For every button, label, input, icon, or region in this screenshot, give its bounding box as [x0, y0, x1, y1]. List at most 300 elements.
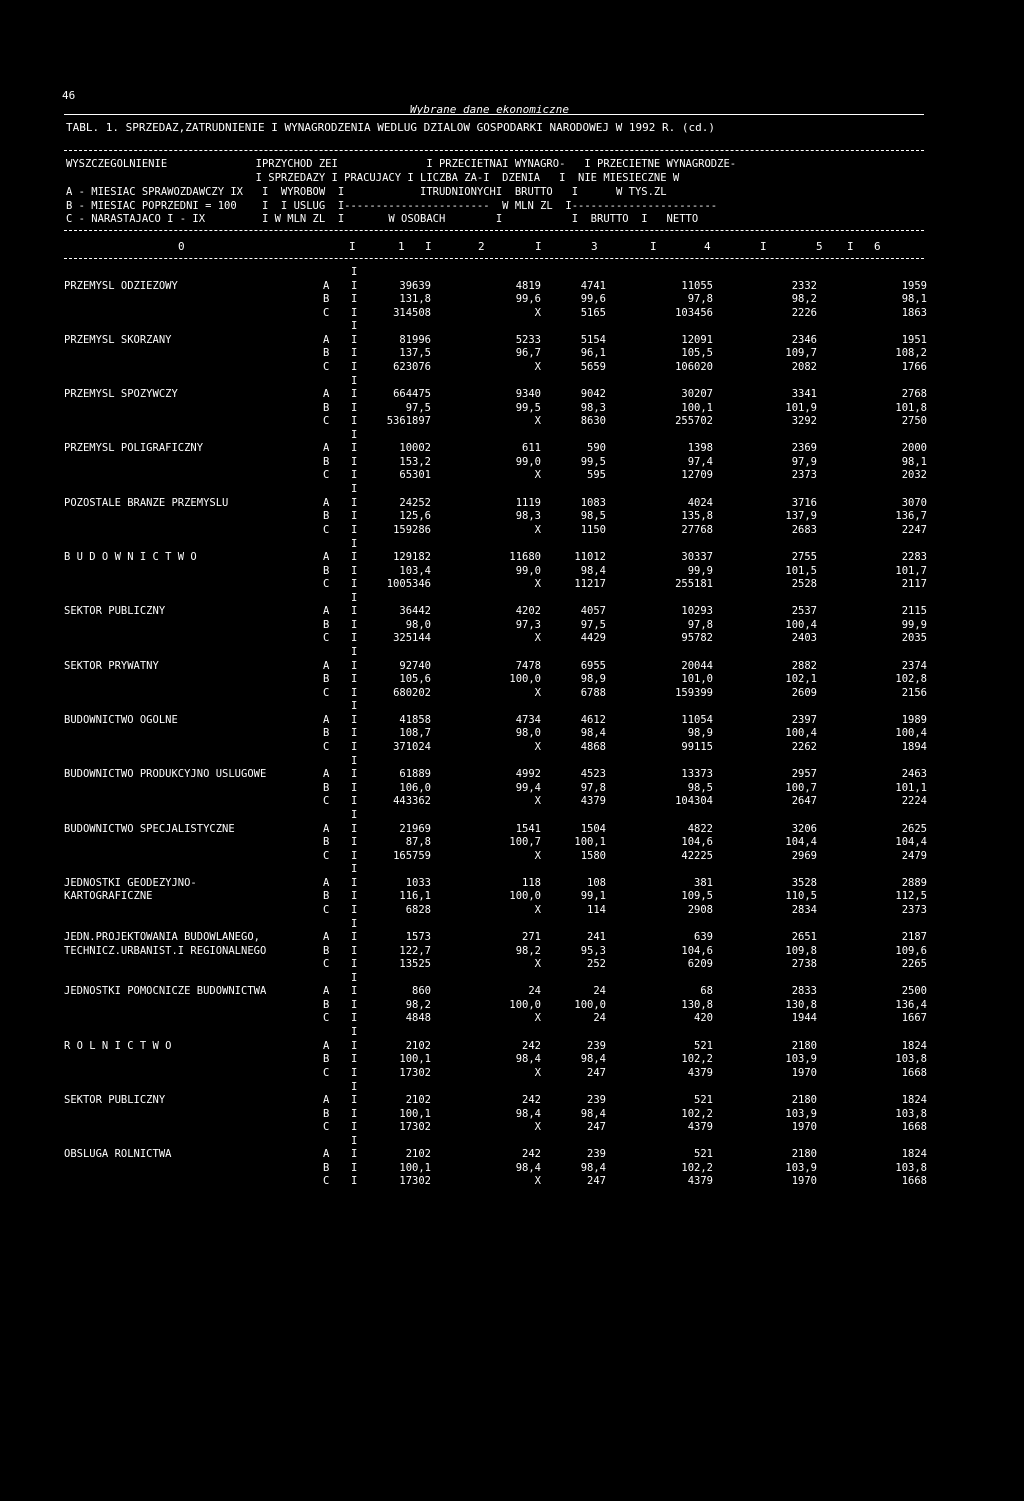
table-cell: 36442 [399, 605, 431, 618]
table-cell: 2102 [405, 1039, 431, 1052]
table-cell: 2156 [901, 686, 927, 699]
table-cell: 1824 [901, 1148, 927, 1161]
table-cell: 271 [522, 931, 541, 944]
column-number: 4 [704, 240, 711, 253]
table-cell: 247 [587, 1121, 606, 1133]
column-separator: I [351, 876, 358, 889]
table-cell: 61889 [399, 768, 431, 781]
column-separator: I [351, 510, 358, 523]
table-cell: 2000 [901, 442, 927, 455]
column-separator: I [351, 1161, 358, 1174]
table-cell: 325144 [393, 632, 431, 645]
table-cell: 100,1 [399, 1161, 431, 1174]
table-cell: 239 [587, 1148, 606, 1161]
table-cell: X [534, 578, 541, 590]
table-cell: 2224 [901, 795, 927, 808]
table-cell: 102,2 [681, 1107, 713, 1120]
table-cell: 101,0 [681, 673, 713, 686]
table-cell: 3341 [791, 388, 817, 401]
table-cell: 104,4 [785, 836, 817, 848]
table-cell: 108,7 [399, 727, 431, 740]
row-code: C [323, 578, 330, 590]
table-cell: 109,6 [895, 944, 927, 957]
section-name: B U D O W N I C T W O [64, 551, 197, 563]
column-separator: I [351, 293, 358, 305]
row-code: A [323, 388, 330, 401]
table-cell: 100,1 [574, 836, 606, 848]
table-cell: 680202 [393, 686, 431, 699]
table-cell: 8630 [580, 415, 606, 428]
table-cell: 30207 [681, 388, 713, 401]
column-separator: I [351, 958, 358, 971]
table-cell: 97,9 [791, 455, 817, 468]
table-cell: X [534, 632, 541, 645]
table-cell: 4992 [515, 768, 541, 781]
table-cell: 17302 [399, 1175, 431, 1188]
column-separator: I [351, 931, 358, 944]
table-cell: 17302 [399, 1121, 431, 1133]
table-cell: 24252 [399, 496, 431, 509]
row-code: C [323, 795, 330, 808]
table-cell: 24 [528, 985, 541, 998]
table-cell: 2373 [791, 469, 817, 482]
table-cell: 4734 [515, 713, 541, 726]
table-cell: 11680 [509, 551, 541, 563]
column-separator: I [351, 1080, 358, 1093]
table-cell: 99,4 [515, 781, 541, 794]
column-separator: I [351, 836, 358, 848]
table-cell: 109,7 [785, 347, 817, 360]
table-cell: 103,8 [895, 1053, 927, 1066]
row-code: B [323, 1053, 330, 1066]
table-cell: 97,8 [580, 781, 606, 794]
table-cell: 1970 [791, 1121, 817, 1133]
column-separator: I [351, 455, 358, 468]
table-cell: 2262 [791, 740, 817, 753]
table-cell: 4848 [405, 1012, 431, 1025]
section-name: POZOSTALE BRANZE PRZEMYSLU [64, 496, 229, 509]
table-cell: 242 [522, 1148, 541, 1161]
table-cell: 4379 [687, 1121, 713, 1133]
section-name-continued: TECHNICZ.URBANIST.I REGIONALNEGO [64, 944, 267, 957]
row-code: B [323, 455, 330, 468]
table-cell: 99,6 [580, 293, 606, 305]
column-number: 5 [816, 240, 823, 253]
row-code: A [323, 442, 330, 455]
row-code: C [323, 1012, 330, 1025]
table-cell: X [534, 686, 541, 699]
table-cell: 2373 [901, 903, 927, 916]
table-cell: 2683 [791, 523, 817, 536]
table-cell: 41858 [399, 713, 431, 726]
table-cell: X [534, 469, 541, 482]
table-cell: 104304 [675, 795, 713, 808]
table-cell: 2957 [791, 768, 817, 781]
table-cell: 96,7 [515, 347, 541, 360]
table-cell: 13373 [681, 768, 713, 781]
table-cell: 371024 [393, 740, 431, 753]
table-cell: 104,4 [895, 836, 927, 848]
table-cell: 5165 [580, 306, 606, 319]
table-cell: 101,9 [785, 401, 817, 414]
table-cell: 1989 [901, 713, 927, 726]
table-cell: 1541 [515, 822, 541, 835]
page-number: 46 [62, 89, 76, 102]
column-separator: I [351, 388, 358, 401]
row-code: B [323, 1161, 330, 1174]
table-cell: 100,0 [509, 890, 541, 903]
table-cell: 1005346 [386, 578, 431, 590]
table-cell: 2283 [901, 551, 927, 563]
table-cell: 97,4 [687, 455, 713, 468]
table-cell: 12709 [681, 469, 713, 482]
table-cell: 6209 [687, 958, 713, 971]
table-cell: 4868 [580, 740, 606, 753]
table-cell: 2346 [791, 333, 817, 346]
table-cell: 98,4 [580, 1161, 606, 1174]
table-cell: 131,8 [399, 293, 431, 305]
table-cell: 2882 [791, 659, 817, 672]
column-separator: I [351, 1107, 358, 1120]
table-cell: X [534, 958, 541, 971]
row-code: B [323, 944, 330, 957]
section-name: PRZEMYSL POLIGRAFICZNY [64, 442, 204, 455]
table-cell: 4202 [515, 605, 541, 618]
column-separator: I [351, 903, 358, 916]
table-cell: 136,4 [895, 998, 927, 1011]
table-cell: 11054 [681, 713, 713, 726]
table-cell: 1970 [791, 1175, 817, 1188]
column-separator: I [847, 240, 854, 253]
row-code: C [323, 523, 330, 536]
table-cell: 98,5 [687, 781, 713, 794]
table-cell: 242 [522, 1094, 541, 1106]
row-code: A [323, 605, 330, 618]
table-cell: 521 [694, 1039, 713, 1052]
row-code: B [323, 727, 330, 740]
column-separator: I [351, 578, 358, 590]
table-cell: 2755 [791, 551, 817, 563]
table-cell: 118 [522, 876, 541, 889]
table-cell: 860 [412, 985, 431, 998]
table-cell: 4057 [580, 605, 606, 618]
column-separator: I [351, 1039, 358, 1052]
table-cell: 2032 [901, 469, 927, 482]
section-name: BUDOWNICTWO OGOLNE [64, 713, 178, 726]
table-cell: 106020 [675, 360, 713, 373]
table-cell: 314508 [393, 306, 431, 319]
row-code: C [323, 903, 330, 916]
column-separator: I [351, 768, 358, 781]
table-cell: 2102 [405, 1148, 431, 1161]
table-cell: 420 [694, 1012, 713, 1025]
table-cell: 130,8 [785, 998, 817, 1011]
table-cell: 2889 [901, 876, 927, 889]
head-rule [64, 114, 924, 115]
header-line: WYSZCZEGOLNIENIE IPRZYCHOD ZEI I PRZECIETNAI WYNAGRO- I PRZECIETNE WYNAGRODZE- [66, 158, 737, 170]
table-cell: 2035 [901, 632, 927, 645]
column-separator: I [351, 795, 358, 808]
table-cell: X [534, 849, 541, 862]
table-cell: 99,1 [580, 890, 606, 903]
row-code: A [323, 279, 330, 292]
table-cell: 109,8 [785, 944, 817, 957]
table-cell: 24 [593, 985, 606, 998]
section-name: BUDOWNICTWO PRODUKCYJNO USLUGOWE [64, 768, 267, 781]
table-cell: 100,7 [509, 836, 541, 848]
row-code: B [323, 998, 330, 1011]
row-code: C [323, 740, 330, 753]
column-separator: I [351, 985, 358, 998]
table-cell: 98,1 [901, 455, 927, 468]
column-separator: I [351, 496, 358, 509]
table-cell: 2738 [791, 958, 817, 971]
column-separator: I [351, 673, 358, 686]
column-separator: I [351, 1066, 358, 1079]
row-code: C [323, 632, 330, 645]
table-cell: 103,9 [785, 1107, 817, 1120]
table-cell: 4379 [687, 1175, 713, 1188]
table-cell: 137,5 [399, 347, 431, 360]
column-separator: I [351, 700, 358, 713]
table-cell: 97,8 [687, 293, 713, 305]
row-code: A [323, 985, 330, 998]
table-cell: 1970 [791, 1066, 817, 1079]
header-line: B - MIESIAC POPRZEDNI = 100 I I USLUG I----------------------- W MLN ZL I----------------------- [66, 200, 718, 212]
table-cell: 2247 [901, 523, 927, 536]
row-code: B [323, 781, 330, 794]
table-cell: 9042 [580, 388, 606, 401]
table-cell: 590 [587, 442, 606, 455]
table-cell: 99,5 [515, 401, 541, 414]
column-separator: I [351, 971, 358, 984]
table-cell: 2609 [791, 686, 817, 699]
column-separator: I [351, 442, 358, 455]
table-cell: 95782 [681, 632, 713, 645]
table-cell: 521 [694, 1094, 713, 1106]
table-cell: 2226 [791, 306, 817, 319]
section-name: SEKTOR PUBLICZNY [64, 1094, 166, 1106]
row-code: C [323, 1175, 330, 1188]
table-cell: 87,8 [405, 836, 431, 848]
table-cell: 98,0 [515, 727, 541, 740]
column-separator: I [351, 740, 358, 753]
table-cell: 2750 [901, 415, 927, 428]
table-cell: 100,4 [895, 727, 927, 740]
column-separator: I [351, 1026, 358, 1039]
table-cell: 104,6 [681, 836, 713, 848]
column-number: 0 [178, 240, 185, 253]
table-cell: 105,5 [681, 347, 713, 360]
table-cell: 2833 [791, 985, 817, 998]
table-cell: 98,1 [901, 293, 927, 305]
column-number: 1 [398, 240, 405, 253]
table-cell: 241 [587, 931, 606, 944]
row-code: B [323, 618, 330, 631]
table-cell: 2102 [405, 1094, 431, 1106]
table-cell: 3206 [791, 822, 817, 835]
table-cell: 30337 [681, 551, 713, 563]
table-cell: 2187 [901, 931, 927, 944]
table-cell: 2374 [901, 659, 927, 672]
row-code: C [323, 306, 330, 319]
table-cell: X [534, 1012, 541, 1025]
table-cell: 20044 [681, 659, 713, 672]
table-cell: 664475 [393, 388, 431, 401]
table-cell: 2500 [901, 985, 927, 998]
table-cell: 3292 [791, 415, 817, 428]
section-name: PRZEMYSL ODZIEZOWY [64, 279, 178, 292]
table-cell: X [534, 306, 541, 319]
table-cell: 21969 [399, 822, 431, 835]
table-cell: 137,9 [785, 510, 817, 523]
table-cell: 4819 [515, 279, 541, 292]
table-cell: 112,5 [895, 890, 927, 903]
table-cell: 98,9 [687, 727, 713, 740]
row-code: A [323, 496, 330, 509]
table-cell: 153,2 [399, 455, 431, 468]
table-cell: 6828 [405, 903, 431, 916]
column-separator: I [351, 279, 358, 292]
table-cell: 4741 [580, 279, 606, 292]
table-cell: 6955 [580, 659, 606, 672]
table-cell: 4822 [687, 822, 713, 835]
table-cell: 98,4 [580, 1053, 606, 1066]
section-name: OBSLUGA ROLNICTWA [64, 1148, 172, 1161]
table-cell: 136,7 [895, 510, 927, 523]
table-cell: 97,5 [580, 618, 606, 631]
table-cell: 2479 [901, 849, 927, 862]
column-separator: I [351, 564, 358, 577]
table-cell: 1667 [901, 1012, 927, 1025]
table-cell: 2082 [791, 360, 817, 373]
table-cell: 165759 [393, 849, 431, 862]
table-cell: 100,4 [785, 618, 817, 631]
table-cell: 1573 [405, 931, 431, 944]
row-code: A [323, 876, 330, 889]
row-code: A [323, 713, 330, 726]
table-cell: 99,9 [901, 618, 927, 631]
row-code: C [323, 415, 330, 428]
table-cell: 2332 [791, 279, 817, 292]
table-cell: 2369 [791, 442, 817, 455]
table-cell: 100,0 [509, 998, 541, 1011]
column-separator: I [351, 469, 358, 482]
table-cell: 17302 [399, 1066, 431, 1079]
column-separator: I [425, 240, 432, 253]
table-cell: 98,4 [580, 727, 606, 740]
table-cell: 106,0 [399, 781, 431, 794]
table-cell: 2265 [901, 958, 927, 971]
column-separator: I [535, 240, 542, 253]
row-code: A [323, 1148, 330, 1161]
table-cell: 1894 [901, 740, 927, 753]
table-cell: 2834 [791, 903, 817, 916]
table-cell: 98,3 [580, 401, 606, 414]
table-cell: 1824 [901, 1039, 927, 1052]
table-cell: X [534, 740, 541, 753]
header-line: C - NARASTAJACO I - IX I W MLN ZL I W OSOBACH I I BRUTTO I NETTO [66, 213, 699, 225]
column-separator: I [349, 240, 356, 253]
table-cell: 98,3 [515, 510, 541, 523]
table-cell: X [534, 903, 541, 916]
table-cell: 7478 [515, 659, 541, 672]
table-cell: 104,6 [681, 944, 713, 957]
column-number: 3 [591, 240, 598, 253]
column-separator: I [351, 686, 358, 699]
table-cell: 1150 [580, 523, 606, 536]
table-cell: 103456 [675, 306, 713, 319]
column-separator: I [351, 754, 358, 767]
table-cell: 103,8 [895, 1107, 927, 1120]
table-cell: 2537 [791, 605, 817, 618]
table-cell: 2625 [901, 822, 927, 835]
table-cell: 98,0 [405, 618, 431, 631]
rule-colnums [64, 258, 924, 259]
table-cell: 108,2 [895, 347, 927, 360]
column-separator: I [351, 360, 358, 373]
header-line: I SPRZEDAZY I PRACUJACY I LICZBA ZA-I DZENIA I NIE MIESIECZNE W [66, 172, 680, 184]
table-cell: 39639 [399, 279, 431, 292]
column-separator: I [351, 605, 358, 618]
row-code: B [323, 510, 330, 523]
table-cell: 95,3 [580, 944, 606, 957]
table-cell: 101,7 [895, 564, 927, 577]
running-head: Wybrane dane ekonomiczne [410, 103, 569, 116]
table-cell: X [534, 360, 541, 373]
table-cell: X [534, 1066, 541, 1079]
column-separator: I [351, 320, 358, 333]
column-separator: I [351, 1148, 358, 1161]
table-cell: 100,7 [785, 781, 817, 794]
row-code: B [323, 401, 330, 414]
table-cell: 639 [694, 931, 713, 944]
row-code: B [323, 347, 330, 360]
table-cell: 42225 [681, 849, 713, 862]
table-cell: 101,8 [895, 401, 927, 414]
table-cell: 2647 [791, 795, 817, 808]
column-separator: I [351, 998, 358, 1011]
table-cell: 2403 [791, 632, 817, 645]
table-cell: 623076 [393, 360, 431, 373]
table-cell: X [534, 795, 541, 808]
table-cell: 159399 [675, 686, 713, 699]
row-code: C [323, 1121, 330, 1133]
table-cell: 96,1 [580, 347, 606, 360]
row-code: C [323, 469, 330, 482]
table-cell: 1944 [791, 1012, 817, 1025]
table-cell: 1959 [901, 279, 927, 292]
table-cell: 97,5 [405, 401, 431, 414]
section-name: BUDOWNICTWO SPECJALISTYCZNE [64, 822, 235, 835]
table-cell: 11217 [574, 578, 606, 590]
column-number: 6 [874, 240, 881, 253]
row-code: A [323, 551, 330, 563]
table-cell: 12091 [681, 333, 713, 346]
table-cell: 2768 [901, 388, 927, 401]
section-name: SEKTOR PRYWATNY [64, 659, 159, 672]
table-cell: 1951 [901, 333, 927, 346]
column-separator: I [351, 646, 358, 659]
table-cell: 98,9 [580, 673, 606, 686]
table-cell: 99,0 [515, 564, 541, 577]
row-code: A [323, 1094, 330, 1106]
table-cell: 6788 [580, 686, 606, 699]
table-cell: 98,5 [580, 510, 606, 523]
table-cell: 116,1 [399, 890, 431, 903]
table-cell: 611 [522, 442, 541, 455]
row-code: C [323, 849, 330, 862]
